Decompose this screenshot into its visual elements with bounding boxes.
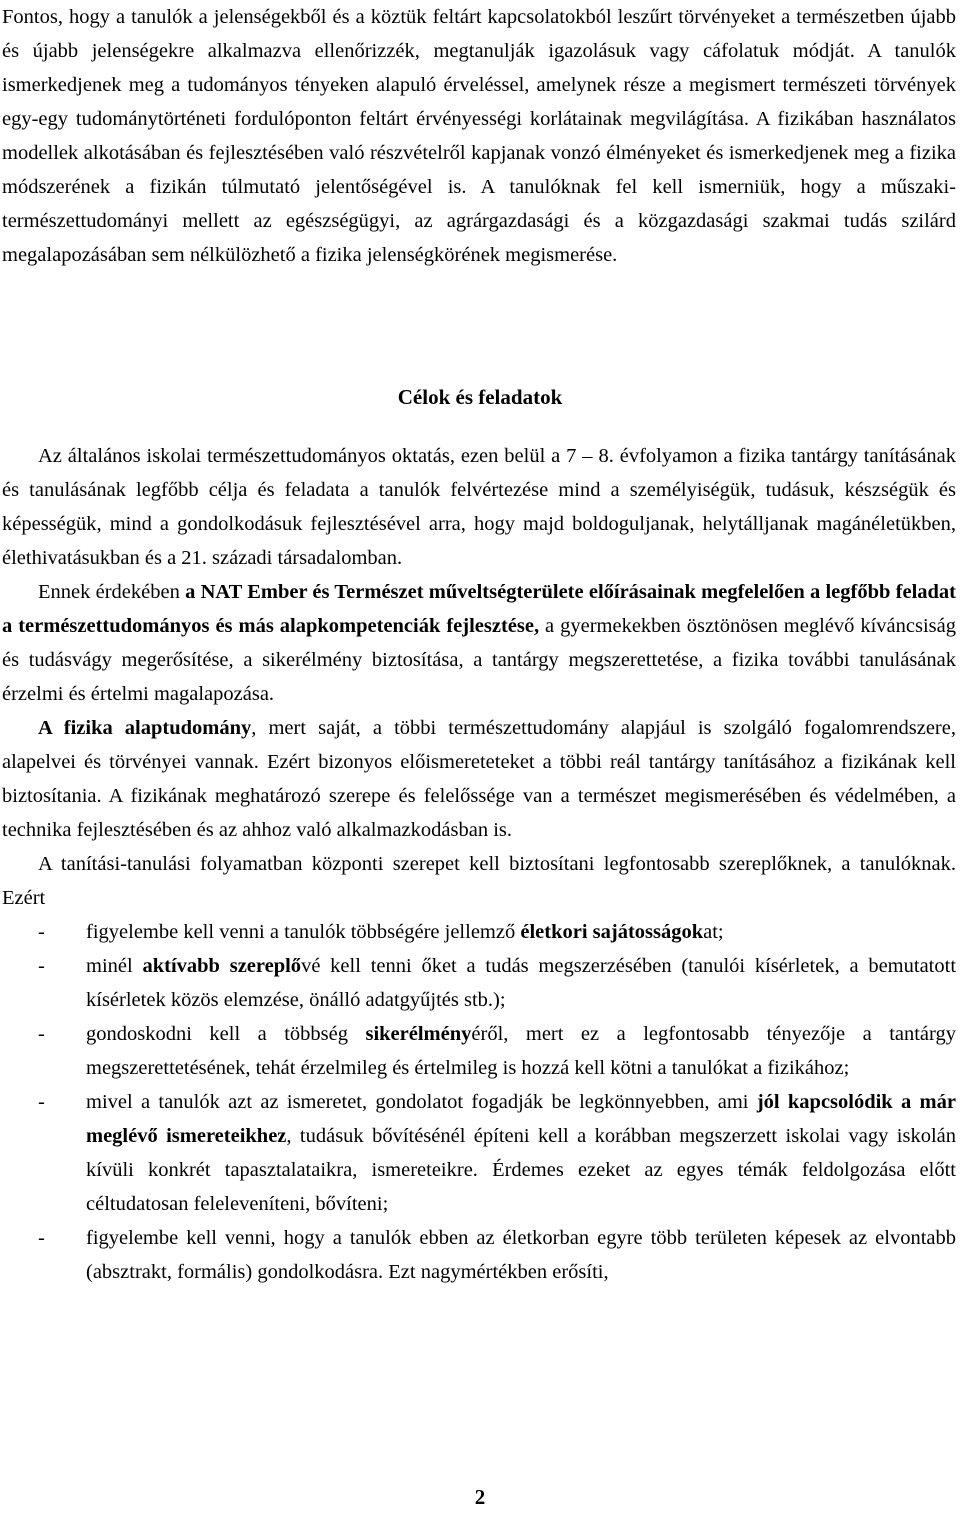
dash-bullet: - — [38, 1227, 45, 1249]
goals-section — [0, 439, 960, 1289]
intro-section — [0, 0, 960, 272]
p2-text-a: Ennek érdekében — [38, 581, 186, 603]
section-heading: Célok és feladatok — [397, 385, 563, 409]
dash-bullet: - — [38, 1091, 45, 1113]
list-item-text-end: , tudásuk bővítésénél építeni kell a korábban megszerzett iskolai vagy iskolán kívüli konkrét tapasztalataikra, ismereteikre. Érdemes ezeket az egyes témák feldolgozása előtt céltudatosan feleleveníteni, bővíteni; — [86, 1125, 956, 1215]
list-item — [2, 949, 956, 1017]
goals-paragraph-3 — [2, 711, 956, 847]
p2-text-c: a gyermekekben ösztönösen meglévő kíváncsiság és tudásvágy megerősítése, a sikerélmény biztosítása, a tantárgy megszerettetése, a fizika további tanulásának érzelmi és értelmi magalapozása. — [2, 615, 956, 705]
goals-paragraph-1: Az általános iskolai természettudományos oktatás, ezen belül a 7 – 8. évfolyamon a fizika tantárgy tanításának és tanulásának legfőbb célja és feladata a tanulók felvértezése mind a személyiségük, tudásuk, készségük és képességük, mind a gondolkodásuk fejlesztésével arra, hogy majd boldoguljanak, helytálljanak magánéletükben, élethivatásukban és a 21. századi társadalomban. — [2, 445, 956, 569]
goals-paragraph-4: A tanítási-tanulási folyamatban központi szerepet kell biztosítani legfontosabb szereplőknek, a tanulóknak. Ezért — [2, 853, 956, 909]
list-item-text-end: at; — [703, 921, 724, 943]
list-item-bold: életkori sajátosságok — [520, 921, 704, 943]
list-item-bold: sikerélmény — [365, 1023, 472, 1045]
p3-text-b: , mert saját, a többi természettudomány alapjául is szolgáló fogalomrendszere, alapelvei és törvényei vannak. Ezért bizonyos előismereteteket a többi reál tantárgy tanításához a fizikának kell biztosítania. A fizikának meghatározó szerepe és felelőssége van a természet megismerésében és védelmében, a technika fejlesztésében és az ahhoz való alkalmazkodásban is. — [2, 717, 956, 841]
requirements-list — [0, 915, 956, 1289]
p2-bold-text: a NAT Ember és Természet műveltségterülete előírásainak megfelelően a legfőbb feladat a természettudományos és más alapkompetenciák fejlesztése, — [2, 581, 956, 637]
page-number: 2 — [474, 1485, 486, 1509]
list-item-text-end: éről, mert ez a legfontosabb tényezője a tantárgy megszerettetésének, tehát érzelmileg és értelmileg is hozzá kell kötni a tanulókat a fizikához; — [86, 1023, 956, 1079]
list-item — [2, 1221, 956, 1289]
dash-bullet: - — [38, 921, 45, 943]
list-item-text: figyelembe kell venni a tanulók többségére jellemző — [86, 921, 521, 943]
list-item-bold: jól kapcsolódik a már meglévő ismereteikhez — [86, 1091, 956, 1147]
list-item — [2, 1085, 956, 1221]
list-item-text: minél — [86, 955, 143, 977]
intro-paragraph: Fontos, hogy a tanulók a jelenségekből és a köztük feltárt kapcsolatokból leszűrt törvényeket a természetben újabb és újabb jelenségekre alkalmazva ellenőrizzék, megtanulják igazolásuk vagy cáfolatuk módját. A tanulók ismerkedjenek meg a tudományos tényeken alapuló érveléssel, amelynek része a megismert természeti törvények egy-egy tudománytörténeti fordulóponton feltárt érvényességi korlátainak megvilágítása. A fizikában használatos modellek alkotásában és fejlesztésében való részvételről kapjanak vonzó élményeket és ismerkedjenek meg a fizika módszerének a fizikán túlmutató jelentőségével is. A tanulóknak fel kell ismerniük, hogy a műszaki-természettudományi mellett az egészségügyi, az agrárgazdasági és a közgazdasági szakmai tudás szilárd megalapozásában sem nélkülözhető a fizika jelenségkörének megismerése. — [2, 6, 956, 266]
list-item — [2, 915, 956, 949]
list-item-text-end: vé kell tenni őket a tudás megszerzésében (tanulói kísérletek, a bemutatott kísérletek közös elemzése, önálló adatgyűjtés stb.); — [86, 955, 957, 1011]
dash-bullet: - — [38, 1023, 45, 1045]
list-item-text: figyelembe kell venni, hogy a tanulók ebben az életkorban egyre több területen képesek az elvontabb (absztrakt, formális) gondolkodásra. Ezt nagymértékben erősíti, — [86, 1227, 956, 1283]
list-item-text: mivel a tanulók azt az ismeretet, gondolatot fogadják be legkönnyebben, ami — [86, 1091, 757, 1113]
p3-bold-text: A fizika alaptudomány — [38, 717, 252, 739]
list-item — [2, 1017, 956, 1085]
dash-bullet: - — [38, 955, 45, 977]
list-item-text: gondoskodni kell a többség — [86, 1023, 366, 1045]
goals-paragraph-2 — [2, 575, 956, 711]
list-item-bold: aktívabb szereplő — [142, 955, 302, 977]
